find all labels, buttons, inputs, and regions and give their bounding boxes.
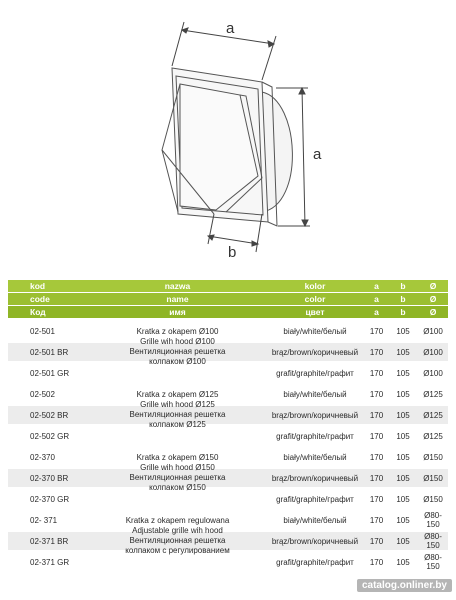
product-name-line: Вентиляционная решетка <box>129 410 226 419</box>
product-name-line: Kratka z okapem Ø100 <box>136 327 219 336</box>
header-diameter: Ø <box>429 294 437 304</box>
row-a: 170 <box>369 347 384 357</box>
row-a: 170 <box>369 557 384 567</box>
row-a: 170 <box>369 515 384 525</box>
row-color: brąz/brown/коричневый <box>271 473 359 483</box>
row-b: 105 <box>396 431 410 441</box>
product-name-line: Kratka z okapem regulowana <box>125 516 230 525</box>
row-code: 02-501 BR <box>30 347 69 357</box>
row-color: grafit/graphite/графит <box>276 494 354 504</box>
row-a: 170 <box>369 389 384 399</box>
header-b: b <box>400 307 406 317</box>
row-code: 02-370 <box>30 452 55 462</box>
row-color: grafit/graphite/графит <box>276 557 354 567</box>
product-name-line: Kratka z okapem Ø125 <box>136 390 219 399</box>
product-name-line: Вентиляционная решетка <box>129 536 226 545</box>
row-diameter: Ø150 <box>423 473 443 483</box>
row-b: 105 <box>396 410 410 420</box>
row-a: 170 <box>369 494 384 504</box>
dimension-a-right-label: a <box>313 146 322 163</box>
row-b: 105 <box>396 368 410 378</box>
product-name-line: Kratka z okapem Ø150 <box>136 453 219 462</box>
product-name <box>92 327 263 367</box>
row-code: 02-370 BR <box>30 473 69 483</box>
header-name: name <box>166 294 189 304</box>
row-b: 105 <box>396 347 410 357</box>
row-color: grafit/graphite/графит <box>276 431 354 441</box>
table-header-english <box>8 293 448 305</box>
product-group <box>8 508 448 571</box>
header-b: b <box>400 281 406 291</box>
product-name <box>92 390 263 430</box>
row-diameter: Ø100 <box>423 347 443 357</box>
header-diameter: Ø <box>429 281 437 291</box>
row-a: 170 <box>369 410 384 420</box>
header-diameter: Ø <box>429 307 437 317</box>
row-code: 02-502 BR <box>30 410 69 420</box>
row-code: 02-502 GR <box>30 431 70 441</box>
product-name-line: колпаком Ø125 <box>149 420 206 429</box>
row-diameter: Ø125 <box>423 389 443 399</box>
row-diameter: Ø150 <box>423 494 443 504</box>
row-diameter: Ø80-150 <box>424 553 442 571</box>
header-b: b <box>400 294 406 304</box>
product-name-line: Adjustable grille wih hood <box>132 526 223 535</box>
row-diameter: Ø100 <box>423 368 443 378</box>
product-drawing <box>0 0 456 275</box>
row-code: 02-502 <box>30 389 55 399</box>
row-code: 02-370 GR <box>30 494 70 504</box>
row-color: brąz/brown/коричневый <box>271 536 359 546</box>
product-name <box>92 516 263 556</box>
row-code: 02-371 BR <box>30 536 69 546</box>
row-b: 105 <box>396 452 410 462</box>
row-a: 170 <box>369 431 384 441</box>
row-color: biały/white/белый <box>283 452 347 462</box>
product-name-line: колпаком Ø100 <box>149 357 206 366</box>
dimension-b-bottom-label: b <box>228 244 237 261</box>
row-diameter: Ø80-150 <box>424 532 442 550</box>
header-color: kolor <box>304 281 326 291</box>
row-a: 170 <box>369 473 384 483</box>
row-b: 105 <box>396 473 410 483</box>
dimension-a-top-label: a <box>226 20 235 37</box>
product-name-line: Grille wih hood Ø125 <box>140 400 215 409</box>
row-a: 170 <box>369 536 384 546</box>
row-diameter: Ø125 <box>423 410 443 420</box>
product-name-line: колпаком с регулированием <box>125 546 230 555</box>
header-code: code <box>30 294 50 304</box>
row-color: biały/white/белый <box>283 515 347 525</box>
row-a: 170 <box>369 368 384 378</box>
product-group <box>8 382 448 445</box>
row-b: 105 <box>396 494 410 504</box>
row-color: brąz/brown/коричневый <box>271 347 359 357</box>
row-diameter: Ø80-150 <box>424 511 442 529</box>
row-b: 105 <box>396 536 410 546</box>
row-a: 170 <box>369 452 384 462</box>
table-header-russian <box>8 306 448 318</box>
product-name-line: Grille wih hood Ø150 <box>140 463 215 472</box>
watermark: catalog.onliner.by <box>357 579 452 592</box>
product-name-line: колпаком Ø150 <box>149 483 206 492</box>
header-a: a <box>374 294 379 304</box>
table-header-polish <box>8 280 448 292</box>
row-color: biały/white/белый <box>283 389 347 399</box>
row-diameter: Ø125 <box>423 431 443 441</box>
row-b: 105 <box>396 389 410 399</box>
product-group <box>8 319 448 382</box>
header-a: a <box>374 307 379 317</box>
row-diameter: Ø150 <box>423 452 443 462</box>
row-b: 105 <box>396 557 410 567</box>
header-name: имя <box>169 307 186 317</box>
product-spec-table <box>8 280 448 571</box>
row-a: 170 <box>369 326 384 336</box>
header-color: цвет <box>305 307 325 317</box>
product-name-line: Вентиляционная решетка <box>129 347 226 356</box>
header-color: color <box>304 294 326 304</box>
row-code: 02-501 GR <box>30 368 70 378</box>
header-name: nazwa <box>164 281 191 291</box>
row-color: biały/white/белый <box>283 326 347 336</box>
row-diameter: Ø100 <box>423 326 443 336</box>
row-b: 105 <box>396 515 410 525</box>
product-name-line: Grille wih hood Ø100 <box>140 337 215 346</box>
header-code: kod <box>30 281 46 291</box>
vent-grille-hood-drawing <box>0 0 456 275</box>
row-code: 02- 371 <box>30 515 58 525</box>
row-code: 02-371 GR <box>30 557 70 567</box>
product-name-line: Вентиляционная решетка <box>129 473 226 482</box>
row-color: grafit/graphite/графит <box>276 368 354 378</box>
row-b: 105 <box>396 326 410 336</box>
row-color: brąz/brown/коричневый <box>271 410 359 420</box>
product-group <box>8 445 448 508</box>
header-a: a <box>374 281 379 291</box>
row-code: 02-501 <box>30 326 55 336</box>
product-name <box>92 453 263 493</box>
header-code: Код <box>30 307 46 317</box>
